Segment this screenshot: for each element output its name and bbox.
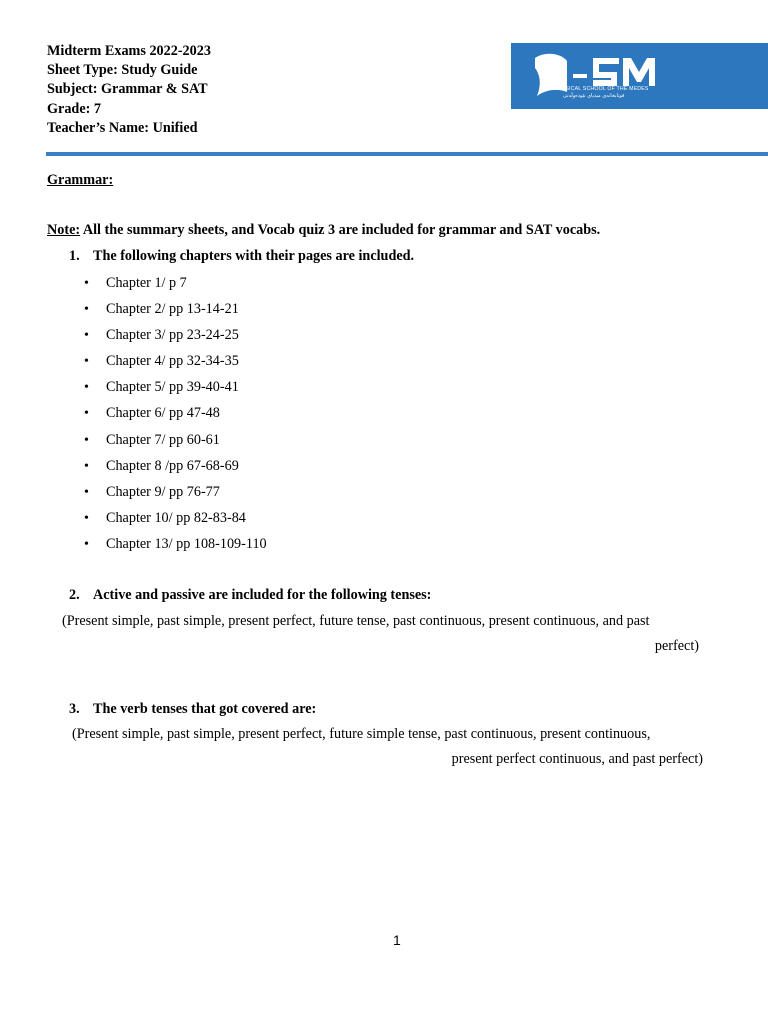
chapter-text: Chapter 2/ pp 13-14-21 xyxy=(106,301,239,318)
bullet-icon: • xyxy=(84,380,89,396)
verb-tenses-line-1: (Present simple, past simple, present perfect, future simple tense, past continuous, present continuous, xyxy=(72,726,651,742)
list-item xyxy=(84,431,267,457)
list-item xyxy=(84,535,267,561)
section-title: Grammar: xyxy=(47,172,114,188)
document-header xyxy=(47,42,211,138)
verb-tenses-line-2: present perfect continuous, and past perfect) xyxy=(451,751,703,767)
subject: Subject: Grammar & SAT xyxy=(47,81,208,98)
note-label: Note: xyxy=(47,222,81,238)
list-item xyxy=(84,457,267,483)
list-item xyxy=(84,274,267,300)
item-text: Active and passive are included for the following tenses: xyxy=(93,587,432,603)
sheet-type: Sheet Type: Study Guide xyxy=(47,62,198,79)
numbered-item-1 xyxy=(69,248,414,265)
item-number: 3. xyxy=(69,701,80,717)
list-item xyxy=(84,300,267,326)
chapter-text: Chapter 7/ pp 60-61 xyxy=(106,431,220,448)
item-number: 1. xyxy=(69,248,80,264)
tenses-list-line-2: perfect) xyxy=(654,638,699,654)
tenses-list-line-1: (Present simple, past simple, present perfect, future tense, past continuous, present continuous, and past xyxy=(62,613,650,629)
chapter-list xyxy=(84,274,267,561)
bullet-icon: • xyxy=(84,510,89,526)
chapter-text: Chapter 5/ pp 39-40-41 xyxy=(106,379,239,396)
item-text: The verb tenses that got covered are: xyxy=(93,701,317,717)
bullet-icon: • xyxy=(84,536,89,552)
bullet-icon: • xyxy=(84,458,89,474)
chapter-text: Chapter 13/ pp 108-109-110 xyxy=(106,535,267,552)
item-text: The following chapters with their pages are included. xyxy=(93,248,415,264)
list-item xyxy=(84,404,267,430)
chapter-text: Chapter 9/ pp 76-77 xyxy=(106,483,220,500)
chapter-text: Chapter 6/ pp 47-48 xyxy=(106,405,220,422)
chapter-text: Chapter 1/ p 7 xyxy=(106,275,187,291)
list-item xyxy=(84,378,267,404)
bullet-icon: • xyxy=(84,406,89,422)
school-name: CLASSICAL SCHOOL OF THE MEDES xyxy=(551,86,649,92)
bullet-icon: • xyxy=(84,276,89,291)
list-item xyxy=(84,509,267,535)
teacher-name: Teacher’s Name: Unified xyxy=(47,119,198,136)
bullet-icon: • xyxy=(84,484,89,500)
chapter-text: Chapter 3/ pp 23-24-25 xyxy=(106,327,239,344)
chapter-text: Chapter 8 /pp 67-68-69 xyxy=(106,457,239,474)
chapter-text: Chapter 10/ pp 82-83-84 xyxy=(106,509,246,526)
school-name-local: قوتابخانەی میدیای نێودەوڵەتی xyxy=(563,93,625,99)
exam-title: Midterm Exams 2022-2023 xyxy=(47,43,211,59)
header-divider xyxy=(46,152,768,156)
list-item xyxy=(84,352,267,378)
list-item xyxy=(84,483,267,509)
school-logo xyxy=(511,43,768,109)
bullet-icon: • xyxy=(84,328,89,344)
list-item xyxy=(84,326,267,352)
note-text: All the summary sheets, and Vocab quiz 3 are included for grammar and SAT vocabs. xyxy=(80,222,601,238)
numbered-item-3 xyxy=(69,701,316,718)
note xyxy=(47,222,600,239)
item-number: 2. xyxy=(69,587,80,603)
grade: Grade: 7 xyxy=(47,100,101,117)
bullet-icon: • xyxy=(84,302,89,318)
bullet-icon: • xyxy=(84,432,89,448)
page-number: 1 xyxy=(393,932,401,948)
numbered-item-2 xyxy=(69,587,431,604)
chapter-text: Chapter 4/ pp 32-34-35 xyxy=(106,353,239,370)
bullet-icon: • xyxy=(84,354,89,370)
